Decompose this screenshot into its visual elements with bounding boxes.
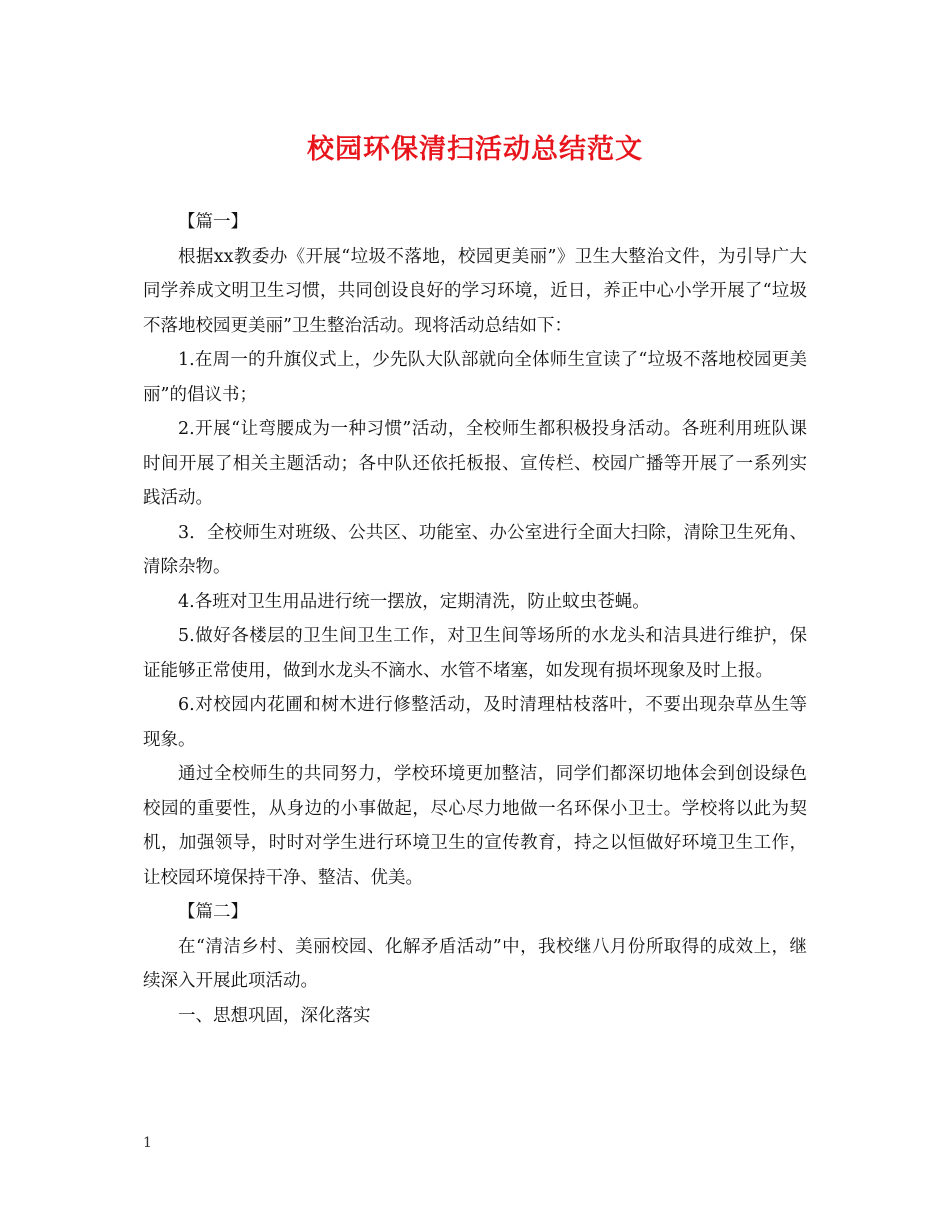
list-item: 2.开展“让弯腰成为一种习惯”活动，全校师生都积极投身活动。各班利用班队课时间开展了相关主题活动；各中队还依托板报、宣传栏、校园广播等开展了一系列实践活动。 [143,419,807,508]
document-body [143,205,807,1033]
section-heading-2: 【篇二】 [178,902,248,922]
paragraph: 根据xx教委办《开展“垃圾不落地，校园更美丽”》卫生大整治文件，为引导广大同学养成文明卫生习惯，共同创设良好的学习环境，近日，养正中心小学开展了“垃圾不落地校园更美丽”卫生整治活动。现将活动总结如下： [143,246,807,336]
list-item: 1.在周一的升旗仪式上，少先队大队部就向全体师生宣读了“垃圾不落地校园更美丽”的倡议书； [143,350,807,405]
page-number: 1 [143,1135,152,1151]
document-title: 校园环保清扫活动总结范文 [307,134,643,165]
list-item: 6.对校园内花圃和树木进行修整活动，及时清理枯枝落叶，不要出现杂草丛生等现象。 [143,695,807,750]
section-heading-1: 【篇一】 [178,212,248,232]
list-item: 5.做好各楼层的卫生间卫生工作，对卫生间等场所的水龙头和洁具进行维护，保证能够正常使用，做到水龙头不滴水、水管不堵塞，如发现有损坏现象及时上报。 [143,626,807,681]
paragraph: 通过全校师生的共同努力，学校环境更加整洁，同学们都深切地体会到创设绿色校园的重要性，从身边的小事做起，尽心尽力地做一名环保小卫士。学校将以此为契机，加强领导，时时对学生进行环境卫生的宣传教育，持之以恒做好环境卫生工作，让校园环境保持干净、整洁、优美。 [143,764,807,888]
list-item: 3．全校师生对班级、公共区、功能室、办公室进行全面大扫除，清除卫生死角、清除杂物。 [143,522,807,577]
list-item: 4.各班对卫生用品进行统一摆放，定期清洗，防止蚊虫苍蝇。 [178,591,650,612]
subheading: 一、思想巩固，深化落实 [178,1005,371,1026]
paragraph: 在“清洁乡村、美丽校园、化解矛盾活动”中，我校继八月份所取得的成效上，继续深入开展此项活动。 [143,936,807,991]
